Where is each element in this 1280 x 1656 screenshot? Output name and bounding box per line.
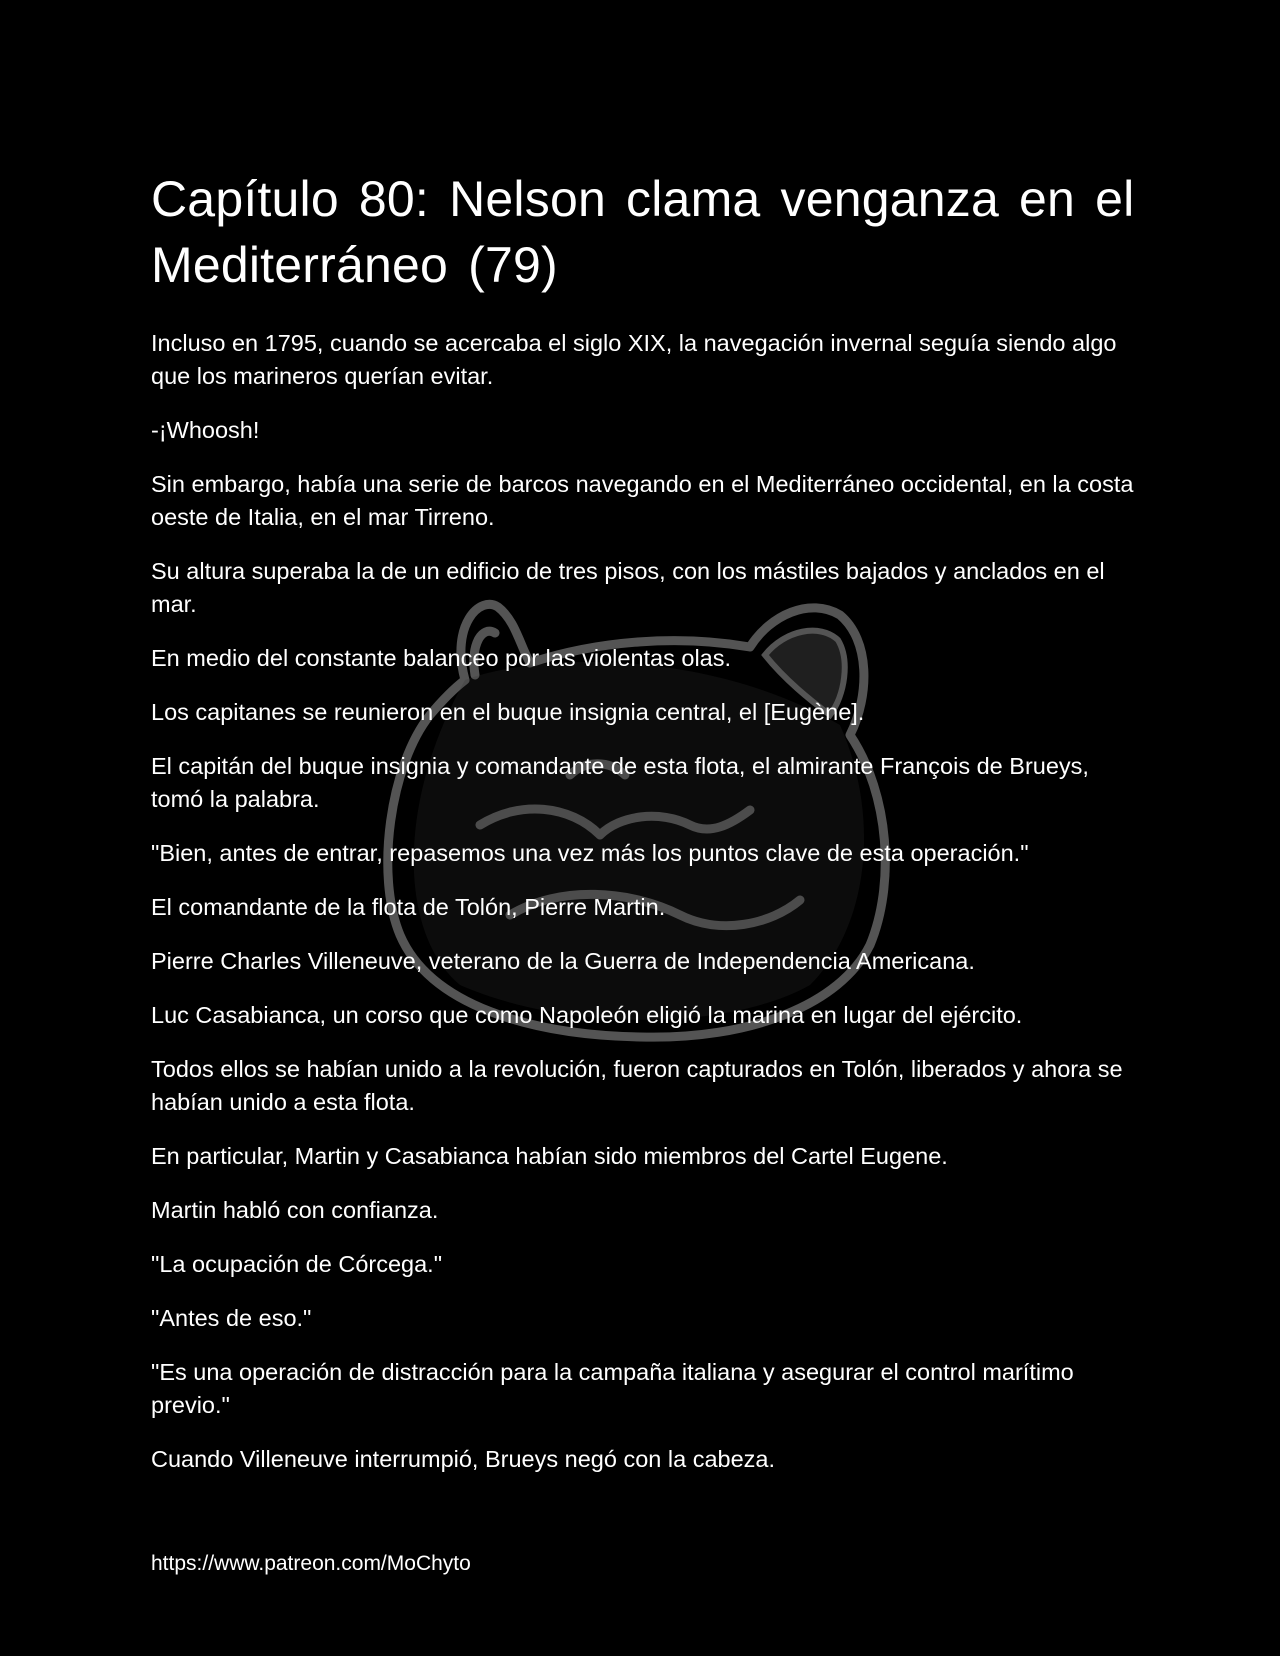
paragraph: Todos ellos se habían unido a la revolución, fueron capturados en Tolón, liberados y ahora se habían unido a esta flota. xyxy=(151,1056,1123,1115)
paragraph: En medio del constante balanceo por las violentas olas. xyxy=(151,645,732,671)
paragraph: Sin embargo, había una serie de barcos navegando en el Mediterráneo occidental, en la costa oeste de Italia, en el mar Tirreno. xyxy=(151,471,1134,530)
paragraph: En particular, Martin y Casabianca habían sido miembros del Cartel Eugene. xyxy=(151,1143,948,1169)
paragraph: Su altura superaba la de un edificio de tres pisos, con los mástiles bajados y anclados en el mar. xyxy=(151,558,1105,617)
paragraph: El comandante de la flota de Tolón, Pierre Martin. xyxy=(151,894,666,920)
paragraph: Los capitanes se reunieron en el buque insignia central, el [Eugène]. xyxy=(151,699,865,725)
paragraph: "Antes de eso." xyxy=(151,1305,312,1331)
paragraph: Martin habló con confianza. xyxy=(151,1197,439,1223)
paragraph: El capitán del buque insignia y comandante de esta flota, el almirante François de Brueys, tomó la palabra. xyxy=(151,753,1089,812)
paragraph: Pierre Charles Villeneuve, veterano de la Guerra de Independencia Americana. xyxy=(151,948,975,974)
paragraph: Luc Casabianca, un corso que como Napoleón eligió la marina en lugar del ejército. xyxy=(151,1002,1023,1028)
paragraph: Incluso en 1795, cuando se acercaba el siglo XIX, la navegación invernal seguía siendo algo que los marineros querían evitar. xyxy=(151,330,1117,389)
paragraph: "Bien, antes de entrar, repasemos una vez más los puntos clave de esta operación." xyxy=(151,840,1029,866)
paragraph: "La ocupación de Córcega." xyxy=(151,1251,443,1277)
paragraph: Cuando Villeneuve interrumpió, Brueys negó con la cabeza. xyxy=(151,1446,776,1472)
paragraph: "Es una operación de distracción para la campaña italiana y asegurar el control marítimo previo." xyxy=(151,1359,1074,1418)
patreon-link[interactable]: https://www.patreon.com/MoChyto xyxy=(151,1552,471,1575)
chapter-title: Capítulo 80: Nelson clama venganza en el Mediterráneo (79) xyxy=(151,171,1135,293)
paragraph: -¡Whoosh! xyxy=(151,417,260,443)
chapter-content xyxy=(151,166,1141,1497)
